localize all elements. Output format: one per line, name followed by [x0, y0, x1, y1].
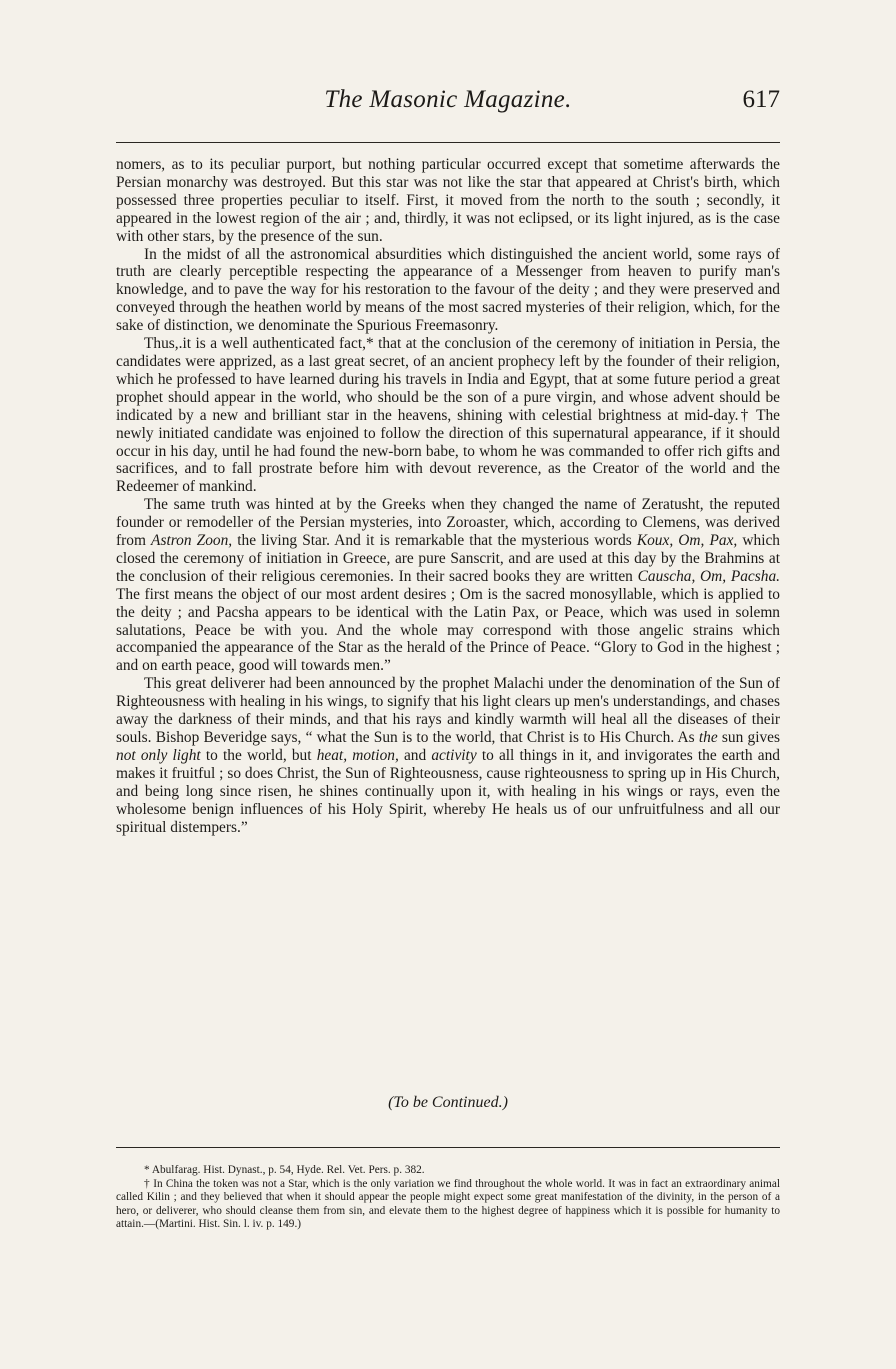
text-run: In the midst of all the astronomical absurdities which distinguished the ancient world, some rays of truth are clearly perceptible respecting the appearance of a Messenger from heaven to purify man's knowledge, and to pave the way for his restoration to the favour of the deity ; and they were preserved and conveyed through the heathen world by means of the most sacred mysteries of their religion, which, for the sake of distinction, we denominate the Spurious Freemasonry. — [116, 245, 780, 335]
body-paragraph — [116, 496, 780, 675]
footnote-rule — [116, 1147, 780, 1148]
text-run: sun gives — [717, 729, 780, 746]
italic-text: not only light — [116, 746, 201, 764]
body-paragraph — [116, 335, 780, 496]
italic-text: Koux, Om, Pax, — [636, 532, 738, 550]
text-run: Thus,.it is a well authenticated fact,* that at the conclusion of the ceremony of initiation in Persia, the candidates were apprized, as a last great secret, of an ancient prophecy left by the founder of their religion, which he professed to have learned during his travels in India and Egypt, that at some future period a great prophet should appear in the world, who should be the son of a pure virgin, and whose advent should be indicated by a new and brilliant star in the heavens, shining with celestial brightness at mid-day.† The newly initiated candidate was enjoined to follow the direction of this supernatural appearance, if it should occur in his day, until he had found the new-born babe, to whom he was commanded to offer rich gifts and sacrifices, and to fall prostrate before him with devout reverence, as the Creator of the world and the Redeemer of mankind. — [116, 335, 780, 496]
text-run: nomers, as to its peculiar purport, but nothing particular occurred except that sometime afterwards the Persian monarchy was destroyed. But this star was not like the star that appeared at Christ's birth, which possessed three properties peculiar to itself. First, it moved from the north to the south ; secondly, it appeared in the lowest region of the air ; and, thirdly, it was not eclipsed, or its light injured, as is the case with other stars, by the presence of the sun. — [116, 156, 780, 245]
page-number: 617 — [742, 86, 780, 113]
italic-text: heat, motion, — [316, 746, 399, 764]
header-rule — [116, 142, 780, 143]
footnote-1: * Abulfarag. Hist. Dynast., p. 54, Hyde. Rel. Vet. Pers. p. 382. — [144, 1164, 425, 1176]
body-paragraph — [116, 246, 780, 336]
text-run: the living Star. And it is remarkable that the mysterious words — [232, 532, 637, 550]
page-header — [116, 86, 780, 126]
text-run: The same truth was hinted at by the Greeks when they changed the name of Zeratusht, the reputed founder or remodeller of the Persian mysteries, into Zoroaster, which, according to Clemens, was derived from — [116, 496, 780, 550]
running-title: The Masonic Magazine. — [324, 86, 572, 113]
italic-text: Astron Zoon, — [151, 532, 233, 550]
italic-text: Causcha, Om, Pacsha. — [637, 567, 780, 585]
italic-text: activity — [431, 746, 477, 764]
article-body — [116, 156, 780, 836]
footnotes — [116, 1164, 780, 1232]
text-run: to the world, but — [200, 746, 317, 764]
body-paragraph — [116, 675, 780, 836]
italic-text: the — [698, 729, 718, 746]
text-run: which closed the ceremony of initiation in Greece, are pure Sanscrit, and are used at this day by the Brahmins at the conclusion of their religious ceremonies. In their sacred books they are written — [116, 532, 780, 585]
footnote-2: † In China the token was not a Star, which is the only variation we find throughout the whole world. It was in fact an extraordinary animal called Kilin ; and they believed that when it should appear the people might expect some great manifestation of the divinity, in the person of a hero, or deliverer, who should cleanse them from sin, and elevate them to the highest degree of happiness which it is possible for humanity to attain.—(Martini. Hist. Sin. l. iv. p. 149.) — [116, 1177, 780, 1231]
continued-note: (To be Continued.) — [388, 1094, 508, 1111]
text-run: and — [398, 746, 432, 764]
text-run: to all things in it, and invigorates the earth and makes it fruitful ; so does Christ, the Sun of Righteousness, cause righteousness to spring up in His Church, and being long since risen, he shines continually upon it, with healing in his wings or rays, even the wholesome benign influences of his Holy Spirit, whereby He heals us of our unfruitfulness and all our spiritual distempers.” — [116, 746, 780, 836]
text-run: This great deliverer had been announced by the prophet Malachi under the denomination of the Sun of Righteousness with healing in his wings, to signify that his light clears up men's understandings, and chases away the darkness of their minds, and that his rays and kindly warmth will heal all the diseases of their souls. Bishop Beveridge says, “ what the Sun is to the world, that Christ is to His Church. As — [116, 675, 780, 746]
body-paragraph — [116, 156, 780, 246]
text-run: The first means the object of our most ardent desires ; Om is the sacred monosyllable, which is applied to the deity ; and Pacsha appears to be identical with the Latin Pax, or Peace, which was used in solemn salutations, Peace be with you. And the whole may correspond with those angelic strains which accompanied the appearance of the Star as the herald of the Prince of Peace. “Glory to God in the highest ; and on earth peace, good will towards men.” — [116, 585, 780, 675]
